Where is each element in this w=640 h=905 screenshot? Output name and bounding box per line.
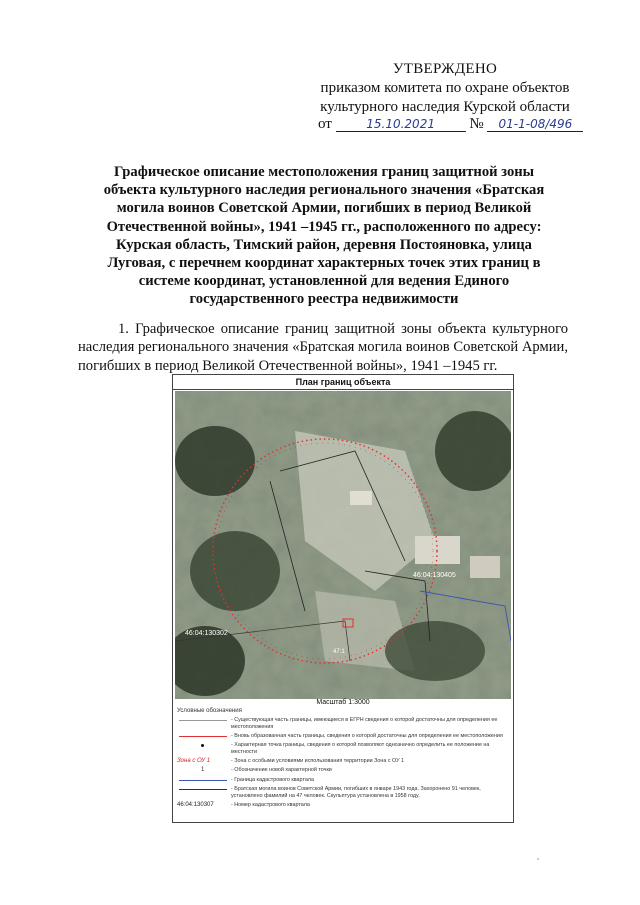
zone-symbol-label: Зона с ОУ 1 — [177, 757, 211, 764]
building — [415, 536, 460, 564]
legend-text: - Зона с особыми условиями использования территории Зона с ОУ 1 — [231, 757, 405, 764]
bottom-label: 47:1 — [333, 649, 345, 655]
legend-text: - Обозначение новой характерной точки — [231, 767, 332, 773]
map-legend — [177, 708, 509, 811]
tree-cluster — [190, 531, 280, 611]
legend-text: - Граница кадастрового квартала — [231, 776, 314, 783]
legend-row — [177, 777, 509, 785]
legend-row — [177, 717, 509, 731]
legend-symbol-zone — [177, 758, 231, 766]
legend-symbol-dark-line — [177, 786, 231, 794]
legend-symbol-dot — [177, 742, 231, 750]
from-label: от — [318, 116, 332, 132]
legend-row — [177, 786, 509, 800]
tree-cluster — [385, 621, 485, 681]
building — [470, 556, 500, 578]
building — [350, 491, 372, 505]
approval-line-1: приказом комитета по охране объектов — [320, 80, 570, 96]
legend-symbol-grey-line — [177, 717, 231, 725]
handwritten-date: 15.10.2021 — [336, 117, 466, 132]
legend-row — [177, 767, 509, 775]
legend-row — [177, 742, 509, 756]
handwritten-number: 01-1-08/496 — [487, 117, 583, 132]
legend-text: - Братская могила воинов Советской Армии, погибших в январе 1943 года. Захоронено 91 человек, установлено фамилий на 47 человек. Скульптура установлена в 1958 году. — [231, 786, 481, 799]
satellite-map — [175, 391, 511, 699]
number-label: № — [469, 116, 484, 132]
parcel-label-right: 46:04:130405 — [413, 572, 456, 579]
scan-speck — [537, 858, 539, 860]
legend-title: Условные обозначения — [177, 708, 242, 714]
map-svg — [175, 391, 511, 699]
approval-heading: УТВЕРЖДЕНО — [392, 61, 498, 77]
legend-symbol-red-line — [177, 733, 231, 741]
approval-date-line — [318, 116, 583, 133]
boundary-plan — [172, 374, 514, 823]
legend-symbol-tick — [177, 767, 231, 775]
approval-line-2: культурного наследия Курской области — [320, 99, 570, 115]
legend-symbol-cadastral — [177, 802, 231, 810]
section-1-text: 1. Графическое описание границ защитной зоны объекта культурного наследия регионального значения «Братская могила воинов Советской Армии, погибших в период Великой Отечественной войны», 1941 –1945 гг. — [78, 321, 568, 374]
legend-row — [177, 758, 509, 766]
document-title: Графическое описание местоположения границ защитной зоны объекта культурного наследия регионального значения «Братская могила воинов Советской Армии, погибших в период Великой Отечественной войны», 1941 –1945 гг., расположенного по адресу: Курская область, Тимский район, деревня Постояновка, улица Луговая, с перечнем координат характерных точек этих границ в системе координат, установленной для ведения Единого государственного реестра недвижимости — [103, 164, 545, 308]
tree-cluster — [175, 426, 255, 496]
legend-text: - Существующая часть границы, имеющиеся в ЕГРН сведения о которой достаточны для определения ее местоположения — [231, 717, 498, 730]
cadastral-symbol-label: 46:04:130307 — [177, 801, 214, 808]
legend-row — [177, 802, 509, 810]
parcel-label-left: 46:04:130302 — [185, 630, 228, 637]
legend-text: - Характерная точка границы, сведения о которой позволяют однозначно определить ее положение на местности — [231, 742, 490, 755]
section-1-paragraph — [78, 320, 568, 375]
legend-text: - Вновь образованная часть границы, сведения о которой достаточны для определения ее местоположения — [231, 732, 503, 739]
legend-text: - Номер кадастрового квартала — [231, 801, 310, 808]
plan-heading: План границ объекта — [173, 375, 513, 390]
tick-symbol-label: 1 — [201, 767, 205, 773]
legend-symbol-blue-line — [177, 777, 231, 785]
map-scale: Масштаб 1:3000 — [316, 699, 370, 706]
legend-row — [177, 733, 509, 741]
approval-stamp — [300, 60, 590, 117]
